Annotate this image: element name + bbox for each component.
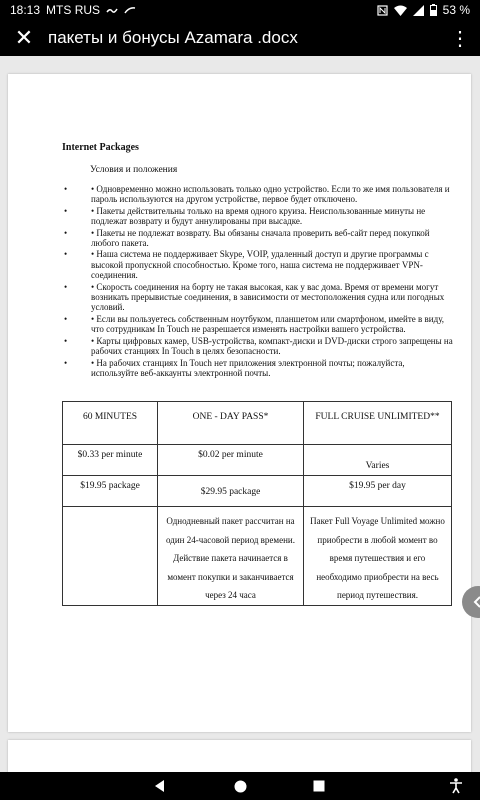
cell-text: Однодневный пакет рассчитан на один 24-часовой период времени. Действие пакета начинается в момент покупки и заканчивается через 24 часа	[166, 516, 295, 600]
cell-text: $0.02 per minute	[198, 450, 263, 460]
table-cell	[158, 507, 304, 606]
doc-heading: Internet Packages	[62, 142, 139, 153]
battery-percent: 53 %	[442, 3, 470, 17]
bullet-mark: •	[64, 249, 68, 260]
list-item-text: • Одновременно можно использовать только одно устройство. Если то же имя пользователя и пароль используются на другом устройстве, первое будет отключено.	[91, 184, 450, 205]
list-item	[64, 184, 454, 205]
list-item-text: • Наша система не поддерживает Skype, VOIP, удаленный доступ и другие программы с высокой пропускной способностью. Кроме того, наша система не поддерживает VPN-соединения.	[91, 249, 429, 281]
doc-subheading: Условия и положения	[90, 165, 178, 175]
recents-square-icon[interactable]	[299, 772, 339, 800]
document-page	[8, 74, 471, 732]
packages-table	[62, 401, 452, 606]
terms-list	[64, 184, 454, 379]
bullet-mark: •	[64, 205, 68, 216]
nfc-icon	[377, 5, 388, 16]
back-triangle-icon[interactable]	[140, 772, 180, 800]
table-header-cell	[158, 402, 304, 445]
signal-wave-icon-2	[124, 5, 136, 15]
navigation-bar	[0, 772, 480, 800]
cell-text: FULL CRUISE UNLIMITED**	[315, 412, 440, 422]
list-item	[64, 336, 454, 357]
list-item-text: • На рабочих станциях In Touch нет приложения электронной почты; пожалуйста, используйте веб-аккаунты электронной почты.	[91, 357, 405, 378]
list-item-text: • Пакеты действительны только на время одного круиза. Неиспользованные минуты не подлежат возврату и будут аннулированы при высадке.	[91, 205, 426, 227]
table-header-cell	[63, 402, 158, 445]
list-item-text: • Карты цифровых камер, USB-устройства, компакт-диски и DVD-диски строго запрещены на рабочих станциях In Touch в целях безопасности.	[91, 335, 453, 357]
document-viewer[interactable]	[0, 56, 480, 772]
table-header-cell	[304, 402, 452, 445]
cell-text: 60 MINUTES	[82, 412, 138, 422]
list-item	[64, 282, 454, 313]
list-item	[64, 358, 454, 379]
bullet-mark: •	[64, 281, 68, 292]
table-cell	[63, 445, 158, 476]
table-cell	[158, 445, 304, 476]
bullet-mark: •	[64, 335, 68, 346]
table-row	[63, 445, 452, 476]
table-cell	[63, 476, 158, 507]
home-circle-icon[interactable]	[220, 772, 260, 800]
list-item	[64, 249, 454, 280]
status-bar	[0, 0, 480, 20]
table-row	[63, 402, 452, 445]
cell-signal-icon	[413, 5, 424, 16]
more-vert-icon[interactable]: ⋮	[450, 27, 470, 50]
next-page	[8, 740, 471, 772]
signal-wave-icon	[106, 5, 118, 15]
list-item-text: • Если вы пользуетесь собственным ноутбуком, планшетом или смартфоном, имейте в виду, что сотрудникам In Touch не разрешается изменять настройки вашего устройства.	[91, 313, 445, 335]
table-row	[63, 507, 452, 606]
status-carrier: MTS RUS	[46, 3, 101, 17]
list-item-text: • Скорость соединения на борту не такая высокая, как у вас дома. Время от времени могут возникать прерывистые соединения, в зависимости от местоположения судна или погодных условий.	[91, 281, 445, 313]
cell-text: $0.33 per minute	[77, 450, 143, 460]
battery-icon	[430, 4, 437, 16]
close-icon[interactable]: ✕	[14, 25, 34, 50]
accessibility-icon[interactable]	[436, 772, 476, 800]
table-cell	[304, 445, 452, 476]
cell-text: $19.95 per day	[349, 481, 406, 491]
cell-text	[67, 507, 153, 512]
table-row	[63, 476, 452, 507]
table-cell	[304, 507, 452, 606]
cell-text: $29.95 package	[200, 487, 261, 497]
list-item	[64, 314, 454, 335]
document-title: пакеты и бонусы Azamara .docx	[48, 28, 298, 47]
app-bar	[0, 20, 480, 56]
list-item	[64, 228, 454, 249]
bullet-mark: •	[64, 227, 68, 238]
wifi-icon	[394, 5, 407, 16]
list-item	[64, 206, 454, 227]
cell-text: Varies	[365, 461, 390, 471]
cell-text: Пакет Full Voyage Unlimited можно приобрести в любой момент во время путешествия и его необходимо приобрести на весь период путешествия.	[310, 516, 445, 600]
status-time: 18:13	[10, 3, 41, 17]
table-cell	[158, 476, 304, 507]
cell-text: ONE - DAY PASS*	[192, 412, 269, 422]
table-cell	[63, 507, 158, 606]
table-cell	[304, 476, 452, 507]
bullet-mark: •	[64, 184, 68, 194]
bullet-mark: •	[64, 357, 68, 368]
bullet-mark: •	[64, 313, 68, 324]
list-item-text: • Пакеты не подлежат возврату. Вы обязаны сначала проверить веб-сайт перед покупкой любого пакета.	[91, 227, 430, 249]
cell-text: $19.95 package	[80, 481, 140, 491]
